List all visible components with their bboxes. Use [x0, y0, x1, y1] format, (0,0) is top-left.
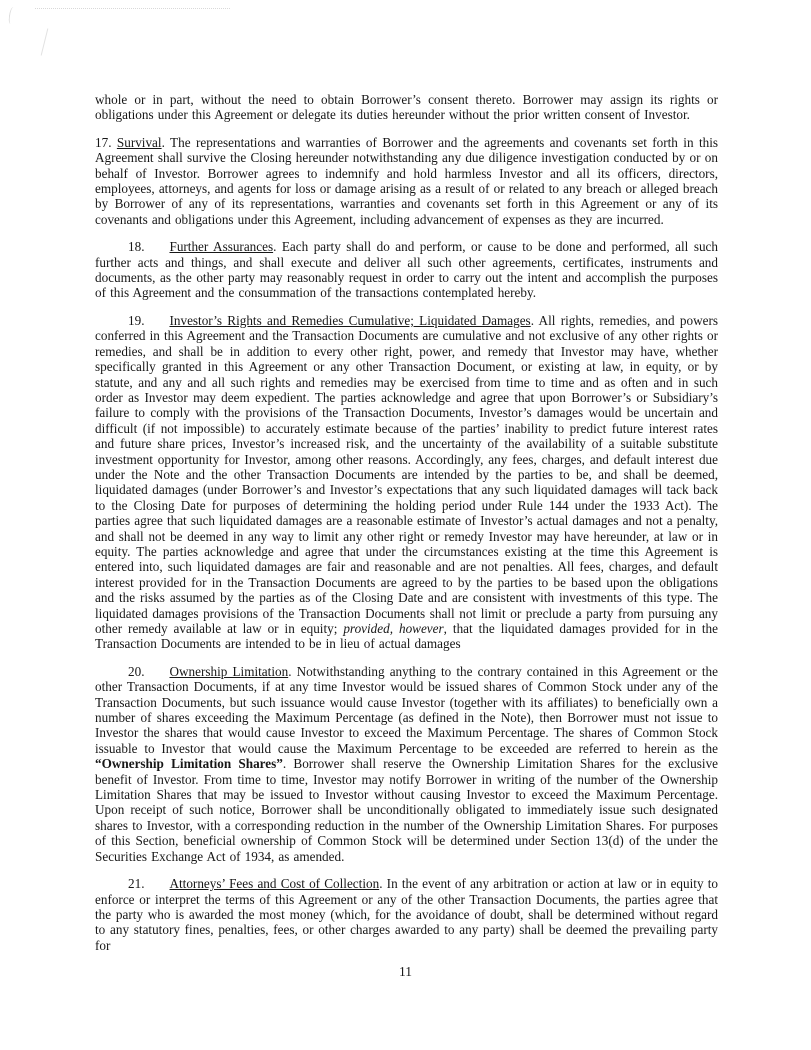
- section-21-heading: Attorneys’ Fees and Cost of Collection: [169, 876, 380, 892]
- section-18: [95, 239, 718, 301]
- section-18-body: . Each party shall do and perform, or cause to be done and performed, all such further acts and things, and shall execute and deliver all such other agreements, certificates, instruments and documents, as the other party may reasonably request in order to carry out the intent and accomplish the purposes of this Agreement and the consummation of the transactions contemplated hereby.: [95, 239, 718, 301]
- section-19: [95, 313, 718, 652]
- section-20: [95, 664, 718, 864]
- section-17-number: 17.: [95, 134, 112, 150]
- section-19-proviso-italic: provided, however: [343, 621, 444, 636]
- continuation-text: whole or in part, without the need to obtain Borrower’s consent thereto. Borrower may assign its rights or obligations under this Agreement or delegate its duties hereunder without the prior written consent of Investor.: [95, 92, 718, 123]
- continuation-paragraph: [95, 92, 718, 123]
- scan-artifact-dots: [35, 8, 230, 9]
- section-20-body-2: . Borrower shall reserve the Ownership Limitation Shares for the exclusive benefit of Investor. From time to time, Investor may notify Borrower in writing of the number of the Ownership Limitation Shares that may be issued to Investor without causing Investor to exceed the Maximum Percentage. Upon receipt of such notice, Borrower shall be unconditionally obligated to immediately issue such designated shares to Investor, with a corresponding reduction in the number of the Ownership Limitation Shares. For purposes of this Section, beneficial ownership of Common Stock will be determined under Section 13(d) of the under the Securities Exchange Act of 1934, as amended.: [95, 756, 719, 864]
- section-21: [95, 876, 718, 953]
- section-19-heading: Investor’s Rights and Remedies Cumulative; Liquidated Damages: [169, 312, 531, 328]
- section-19-body-1: . All rights, remedies, and powers conferred in this Agreement and the Transaction Documents are cumulative and not exclusive of any other rights or remedies, and shall be in addition to every other right, power, and remedy that Investor may have, whether specifically granted in this Agreement or any other Transaction Document, or existing at law, in equity, or by statute, and any and all such rights and remedies may be exercised from time to time and as often and in such order as Investor may deem expedient. The parties acknowledge and agree that upon Borrower’s or Subsidiary’s failure to comply with the provisions of the Transaction Documents, Investor’s damages would be uncertain and difficult (if not impossible) to accurately estimate because of the parties’ inability to predict future interest rates and future share prices, Investor’s increased risk, and the uncertainty of the availability of a suitable substitute investment opportunity for Investor, among other reasons. Accordingly, any fees, charges, and default interest due under the Note and the other Transaction Documents are intended by the parties to be, and shall be deemed, liquidated damages (under Borrower’s and Investor’s expectations that any such liquidated damages will tack back to the Closing Date for purposes of determining the holding period under Rule 144 under the 1933 Act). The parties agree that such liquidated damages are a reasonable estimate of Investor’s actual damages and not a penalty, and shall not be deemed in any way to limit any other right or remedy Investor may have hereunder, at law or in equity. The parties acknowledge and agree that under the circumstances existing at the time this Agreement is entered into, such liquidated damages are fair and reasonable and are not penalties. All fees, charges, and default interest provided for in the Transaction Documents are agreed to by the parties to be based upon the obligations and the risks assumed by the parties as of the Closing Date and are consistent with investments of this type. The liquidated damages provisions of the Transaction Documents shall not limit or preclude a party from pursuing any other remedy available at law or in equity;: [95, 312, 718, 636]
- section-19-body-2: , that the liquidated damages provided for in the Transaction Documents are intended to be in lieu of actual damages: [95, 621, 719, 652]
- section-17-body: . The representations and warranties of Borrower and the agreements and covenants set forth in this Agreement shall survive the Closing hereunder notwithstanding any due diligence investigation conducted by or on behalf of Investor. Borrower agrees to indemnify and hold harmless Investor and all its officers, directors, employees, attorneys, and agents for loss or damage arising as a result of or related to any breach or alleged breach by Borrower of any of its representations, warranties and covenants set forth in this Agreement or any of its covenants and obligations under this Agreement, including advancement of expenses as they are incurred.: [95, 134, 719, 227]
- section-21-number: 21.: [128, 876, 145, 892]
- section-17-heading: Survival: [116, 134, 162, 150]
- scan-artifact-stroke: [41, 28, 49, 55]
- section-18-heading: Further Assurances: [169, 239, 274, 255]
- section-18-number: 18.: [128, 239, 145, 255]
- document-body: [95, 92, 718, 953]
- page-number: 11: [399, 964, 412, 979]
- section-20-defined-term: “Ownership Limitation Shares”: [95, 756, 283, 772]
- section-19-number: 19.: [128, 312, 145, 328]
- section-20-heading: Ownership Limitation: [169, 663, 289, 679]
- section-17: [95, 135, 718, 227]
- section-21-body: . In the event of any arbitration or action at law or in equity to enforce or interpret the terms of this Agreement or any of the other Transaction Documents, the parties agree that the party who is awarded the most money (which, for the avoidance of doubt, shall be determined without regard to any statutory fines, penalties, fees, or other charges awarded to any party) shall be deemed the prevailing party for: [95, 876, 718, 953]
- section-20-number: 20.: [128, 663, 145, 679]
- scan-artifact-squiggle: [8, 7, 16, 25]
- section-20-body-1: . Notwithstanding anything to the contrary contained in this Agreement or the other Transaction Documents, if at any time Investor would be issued shares of Common Stock under any of the Transaction Documents, but such issuance would cause Investor (together with its affiliates) to beneficially own a number of shares exceeding the Maximum Percentage (as defined in the Note), then Borrower must not issue to Investor the shares that would cause Investor to exceed the Maximum Percentage. The shares of Common Stock issuable to Investor that would cause the Maximum Percentage to be exceeded are referred to herein as the: [95, 663, 718, 756]
